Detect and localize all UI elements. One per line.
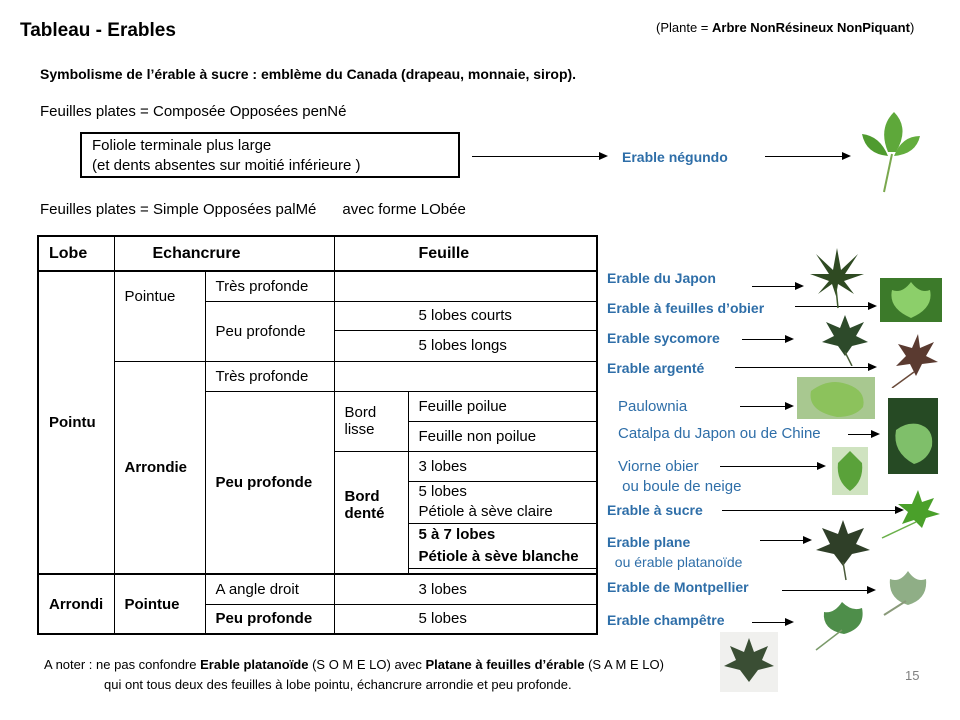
- species-montpellier: Erable de Montpellier: [607, 579, 749, 595]
- plane-leaf-icon: [814, 516, 872, 582]
- species-sycomore: Erable sycomore: [607, 330, 720, 346]
- cell-peu-profonde-3: Peu profonde: [205, 604, 334, 634]
- cell-bord-dente: Bord denté: [334, 451, 408, 574]
- argente-leaf-icon: [882, 330, 940, 388]
- arrow: [720, 466, 824, 467]
- negundo-leaf-icon: [858, 108, 922, 194]
- cell-3-lobes-2: 3 lobes: [334, 574, 597, 604]
- champetre-leaf-icon: [810, 596, 870, 652]
- sycomore-leaf-icon: [820, 312, 870, 366]
- arrow: [752, 622, 792, 623]
- symbolism-line: Symbolisme de l’érable à sucre : emblème du Canada (drapeau, monnaie, sirop).: [40, 66, 577, 82]
- species-champetre: Erable champêtre: [607, 612, 725, 628]
- arrow: [742, 339, 792, 340]
- simple-line: Feuilles plates = Simple Opposées palMé avec forme LObée: [40, 201, 466, 218]
- cell-5-lobes-longs: 5 lobes longs: [334, 330, 597, 361]
- cell-arrondie: Arrondie: [114, 361, 205, 574]
- footnote: A noter : ne pas confondre Erable platanoïde (S O M E LO) avec Platane à feuilles d’érable (S A M E LO) qui ont tous deux des feuilles à lobe pointu, échancrure arrondie et peu profonde.: [44, 657, 664, 692]
- header-lobe: Lobe: [38, 236, 114, 271]
- arrow: [782, 590, 874, 591]
- species-paulownia: Paulownia: [618, 398, 688, 415]
- cell-feuille-non-poilue: Feuille non poilue: [408, 421, 597, 451]
- cell-pointue: Pointue: [114, 271, 205, 361]
- cell-pointu: Pointu: [38, 271, 114, 574]
- arrow: [472, 156, 606, 157]
- cell-angle-droit: A angle droit: [205, 574, 334, 604]
- arrow: [848, 434, 878, 435]
- arrow: [735, 367, 875, 368]
- arrow: [765, 156, 849, 157]
- classification: (Plante = Arbre NonRésineux NonPiquant): [656, 20, 915, 35]
- species-negundo: Erable négundo: [622, 149, 728, 165]
- sucre-leaf-icon: [878, 486, 942, 540]
- cell-5-7-lobes: 5 à 7 lobes Pétiole à sève blanche: [408, 523, 597, 568]
- cell-3-lobes: 3 lobes: [408, 451, 597, 481]
- arrow: [760, 540, 810, 541]
- page-title: Tableau - Erables: [20, 20, 176, 41]
- cell-arrondi: Arrondi: [38, 574, 114, 634]
- header-echancrure: Echancrure: [114, 236, 334, 271]
- maple-table: [37, 235, 598, 635]
- species-argente: Erable argenté: [607, 360, 705, 376]
- obier-leaf-photo: [880, 278, 942, 322]
- page-number: 15: [905, 668, 920, 683]
- platane-leaf-photo: [720, 632, 778, 692]
- compound-line: Feuilles plates = Composée Opposées penNé: [40, 103, 347, 120]
- species-catalpa: Catalpa du Japon ou de Chine: [618, 425, 821, 442]
- arrow: [740, 406, 792, 407]
- species-obier: Erable à feuilles d’obier: [607, 300, 765, 316]
- cell-bord-lisse: Bord lisse: [334, 391, 408, 451]
- cell-empty: [334, 271, 597, 301]
- header-feuille: Feuille: [334, 236, 597, 271]
- compound-box: Foliole terminale plus large (et dents absentes sur moitié inférieure ): [80, 132, 460, 178]
- arrow: [752, 286, 802, 287]
- paulownia-leaf-photo: [797, 377, 875, 419]
- species-japon: Erable du Japon: [607, 270, 716, 286]
- cell-feuille-poilue: Feuille poilue: [408, 391, 597, 421]
- species-plane: Erable plane ou érable platanoïde: [607, 534, 743, 570]
- cell-pointue-2: Pointue: [114, 574, 205, 634]
- viorne-leaf-photo: [832, 447, 868, 495]
- cell-tres-profonde: Très profonde: [205, 271, 334, 301]
- species-sucre: Erable à sucre: [607, 502, 703, 518]
- montpellier-leaf-icon: [878, 565, 936, 617]
- cell-5-lobes-2: 5 lobes: [334, 604, 597, 634]
- cell-empty: [334, 361, 597, 391]
- cell-5-lobes-seve-claire: 5 lobes Pétiole à sève claire: [408, 481, 597, 523]
- catalpa-leaf-photo: [888, 398, 938, 474]
- arrow: [722, 510, 902, 511]
- cell-peu-profonde: Peu profonde: [205, 301, 334, 361]
- cell-5-lobes-courts: 5 lobes courts: [334, 301, 597, 330]
- cell-peu-profonde: Peu profonde: [205, 391, 334, 574]
- species-viorne: Viorne obier ou boule de neige: [618, 458, 742, 495]
- cell-tres-profonde: Très profonde: [205, 361, 334, 391]
- japon-leaf-icon: [808, 244, 866, 310]
